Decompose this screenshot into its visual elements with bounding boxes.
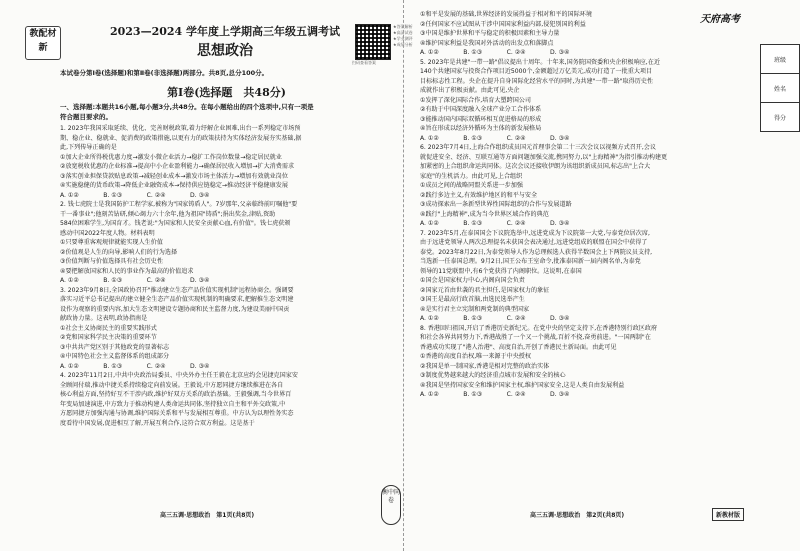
question-line: A. ①② B. ①③ C. ②④ D. ③④ [420, 391, 570, 398]
qr-side-item: ★成绩分析 [393, 42, 413, 47]
qr-side-list [393, 24, 419, 48]
question-line: ③中国是维护世界和平与稳定的积极因素和主导力量 [420, 30, 560, 37]
question-line: ③落实创业担保贷款贴息政策→减轻创业成本→激发市场主体活力→增加有效就业岗位 [60, 172, 288, 180]
right-column [420, 10, 750, 400]
exam-note: 本试卷分第Ⅰ卷(选择题)和第Ⅱ卷(非选择题)两部分。共8页,总分100分。 [60, 69, 269, 77]
question-line: ④践行"上海精神",成为当今世界区域合作的典范 [420, 210, 549, 218]
student-info-box [760, 44, 800, 132]
question-line: 5. 2023年是共建"一带一路"倡议提出十周年。十年来,国务院国资委和央企积极响应,在近 [420, 58, 660, 66]
footer-right: 高三五调·思想政治 第2页(共8页) [530, 512, 625, 519]
question-line: 当选新一任泰国总理。9月2日,国王公布王室命令,批准泰国新一届内阁名单,为泰党 [420, 258, 641, 265]
footer-left: 高三五调·思想政治 第1页(共8页) [160, 512, 255, 519]
question-line: 6. 2023年7月4日,上海合作组织成员国元首理事会第二十三次会议以视频方式召开,会议 [420, 144, 656, 151]
brand-logo: 天府高考 [700, 14, 740, 25]
question-line: 领导的11党联盟中,有6个党获得了内阁职位。这说明,在泰国 [420, 267, 582, 275]
question-line: ②我国是单一制国家,香港是相对完整的政治实体 [420, 362, 550, 370]
question-line: ④维护国家利益是我国对外活动的出发点和落脚点 [420, 39, 554, 47]
question-line: 设作为观察的重要内容,加大生态文明建设专题协商和民主监督力度,为建设美丽中国贡 [60, 305, 290, 313]
question-line: ①香港的高度自治权,唯一来源于中央授权 [420, 353, 531, 360]
question-line: 加紧密的上合组织命运共同体。这次会议还接收伊朗为该组织新成员国,标志出"上合大 [420, 163, 651, 170]
question-line: ④实施稳健的货币政策→降低企业融资成本→保持供应链稳定→推动经济平稳健康发展 [60, 182, 288, 189]
question-line: ③中共共产党区别于其他政党的显著标志 [60, 343, 170, 351]
qr-code-icon[interactable] [355, 24, 391, 60]
left-column [60, 124, 393, 428]
question-line: ③价值判断与价值选择具有社会历史性 [60, 258, 163, 265]
question-line: 家庭"的生机活力。由此可见,上合组织 [420, 172, 523, 180]
question-line: ②价值观是人生的向导,影响人们的行为选择 [60, 248, 178, 256]
question-line: ①和平是发展的基础,世界经济的发展得益于相对和平的国际环境 [420, 11, 592, 18]
question-line: ①社会主义协商民主的重要实践形式 [60, 324, 157, 332]
question-line: 由于远进党领导人两次总理提名未获国会表决通过,远进党组成的联盟在国会中获得了 [420, 239, 648, 246]
question-line: ③国王是最高行政首脑,由选民选举产生 [420, 296, 525, 303]
question-line: A. ①② B. ①③ C. ②④ D. ③④ [420, 49, 570, 56]
question-line: ②践行多边主义,有效维护地区的和平与安全 [420, 191, 538, 199]
question-line: ①成员之间的战略同盟关系进一步加强 [420, 182, 523, 189]
qr-side-item: ★学业测评 [393, 36, 413, 41]
question-line: 方愿同捷方加强沟通与协调,维护国际关系和平与发展相互尊重。中方认为以理性务实态 [60, 410, 294, 417]
question-line: A. ①② B. ①③ C. ②④ D. ③④ [60, 362, 210, 370]
question-line: ②任何国家不应试图从干涉中国国家利益内部,侵犯别国的利益 [420, 20, 586, 28]
question-line: 8. 香港回归祖国,开启了香港历史新纪元。在党中央的坚定支持下,在香港特别行政区政府 [420, 324, 658, 332]
section-instructions [60, 102, 393, 122]
question-line: 香港成功实现了"港人治港"、高度自治,开创了香港民主新局面。由此可见 [420, 343, 617, 351]
question-line: ③成功探索出一条新型世界性国际组织的合作与发展道路 [420, 201, 572, 208]
question-line: ④是实行君主立宪制和两党制的典型国家 [420, 305, 530, 313]
question-line: ③制度优势越来越大的经济重点城市发展和安全的核心 [420, 372, 566, 379]
qr-caption: 扫码查看答案 [352, 60, 376, 65]
column-divider [403, 0, 404, 551]
question-line: 度看待中国发展,促进相互了解,开展互利合作,这符合双方利益。这是基于 [60, 419, 255, 427]
question-line: 140个共建国家与投资合作项目近5000个,金额超过万亿美元,成功打造了一批重大项目 [420, 68, 653, 75]
question-line: 584位困难学生,为国育才。钱老说:"为国家和人民安全贡献心血,有价值"。钱七虎获颁 [60, 220, 291, 227]
question-line: ②国家元首由世袭的君主担任,是国家权力的象征 [420, 286, 550, 294]
question-line: A. ①② B. ①③ C. ②④ D. ③④ [60, 277, 210, 284]
question-line: 干一番事业";他刻苦钻研,倾心竭力六十余年,他为祖国"铸盾";捐出奖金,津贴,资助 [60, 210, 276, 218]
question-line: 成就作出了积极贡献。由此可见,央企 [420, 87, 520, 94]
name-field[interactable]: 姓名 [761, 74, 799, 103]
question-line: 期、稳企业、稳就业、促消费的政策措施,以更有力的政策扶持为实体经济发展夯实基础,据 [60, 134, 302, 142]
question-line: 和社会各界共同努力下,香港战胜了一个又一个挑战,百折不挠,奋勇前进。"一国两制"在 [420, 334, 651, 341]
question-line: ④旨在形成以经济外循环为主体的新发展格局 [420, 125, 542, 132]
instruction-line: 符合题目要求的。 [60, 113, 112, 121]
qr-side-item: ★答案解析 [393, 24, 413, 29]
question-line: 年变局加速演进,中方致力于推动构建人类命运共同体,坚持独立自主和平外交政策,中 [60, 400, 286, 408]
question-line: 就促进安全、经济、互联互通等方面问题加强交流,携同努力,以"上海精神"为指引推动构建更 [420, 153, 668, 161]
edition-badge: 新教材版 [712, 508, 744, 521]
part-title: 第Ⅰ卷(选择题 共48分) [167, 86, 286, 99]
question-line: 2. 钱七虎院士是我国防护工程学家,被称为"国家铸盾人"。7岁那年,父亲临终前叮嘱他"要 [60, 201, 298, 208]
question-line: 3. 2023年9月8日,全国政协召开"推动建立生态产品价值实现机制"远程协商会。强调要 [60, 286, 294, 294]
question-line: ①发挥了深化国际合作,培育大塑跨国公司 [420, 96, 531, 104]
question-line: ②有助于中国深度融入全球产业分工合作体系 [420, 106, 542, 113]
question-line: A. ①② B. ①③ C. ②④ D. ③④ [420, 220, 570, 227]
question-line: 落实习近平总书记提出的建立健全生态产品价值实现机制的明确要求,把解推生态文明建 [60, 296, 294, 303]
class-field[interactable]: 班级 [761, 45, 799, 74]
question-line: A. ①② B. ①③ C. ②④ D. ③④ [420, 315, 570, 322]
question-line: 4. 2023年11月2日,中共中央政治局委员、中央外办主任王毅在北京应约会见捷克国家安 [60, 372, 298, 379]
question-line: ④中国特色社会主义监督体系的组成部分 [60, 353, 170, 360]
textbook-stamp: 教配材新 [25, 26, 61, 60]
exam-title: 2023—2024 学年度上学期高三年级五调考试 [109, 25, 341, 38]
question-line: ④我国是坚持国家安全和维护国家主权,维护国家安全,这是人类自由发展利益 [420, 381, 625, 389]
question-line: ④要把解放国家和人民的事业作为最高的价值追求 [60, 267, 194, 275]
question-line: ①国会是国家权力中心,内阁向国会负责 [420, 277, 525, 284]
question-line: ②放宽税收优惠的企业标准→提高中小企业盈利能力→确保居民收入增加→扩大消费需求 [60, 163, 295, 170]
question-line: 目标标志性工程。央企在提升自身国际化经营水平的同时,为共建"一带一路"取得历史性 [420, 77, 654, 85]
question-line: 此,下列传导正确的是 [60, 144, 117, 151]
question-line: A. ①② B. ①③ C. ②④ D. ③④ [420, 134, 570, 142]
question-line: A. ①② B. ①③ C. ②④ D. ③④ [60, 191, 210, 199]
score-field[interactable]: 得分 [773, 114, 786, 122]
question-line: 献政协力量。这表明,政协指南是 [60, 315, 148, 322]
question-line: ③能推动国内国际双循环相互促进格局的形成 [420, 115, 542, 123]
question-line: 泰党。2023年8月22日,为泰党领导人作为总理候选人获得半数国会上下两院议员支持, [420, 248, 653, 256]
question-line: 感动中国2022年度人物。材料表明 [60, 229, 155, 237]
instruction-line: 一、选择题:本题共16小题,每小题3分,共48分。在每小题给出的四个选项中,只有一项是 [60, 103, 314, 111]
hengzhong-seal-icon: 衡中同卷 [381, 485, 401, 525]
question-line: 1. 2023年我国采取延续、优化、完善财税政策,着力纾解企业困难,出台一系列稳定市场预 [60, 125, 301, 132]
subject-title: 思想政治 [197, 43, 253, 59]
question-line: ①只要尊重客观规律就能实现人生价值 [60, 239, 163, 246]
question-line: ②党和国家科学民主决策的重要环节 [60, 334, 157, 341]
qr-side-item: ★高清试卷 [393, 30, 413, 35]
question-line: 全顾问付瑞,推动中捷关系持续稳定向前发展。王毅说,中方愿同捷方继续推进在各自 [60, 381, 284, 389]
question-line: ①加大企业所得税优惠力度→激发小微企业活力→稳扩工作岗位数量→稳定居民就业 [60, 153, 282, 161]
question-line: 核心利益方面,坚持好互不干涉内政,维护好双方关系的政治基础。王毅强调,当今世界百 [60, 391, 292, 398]
question-line: 7. 2023年5月,在泰国国会下议院选举中,远进党成为下议院第一大党,与泰党位居次席, [420, 229, 650, 237]
